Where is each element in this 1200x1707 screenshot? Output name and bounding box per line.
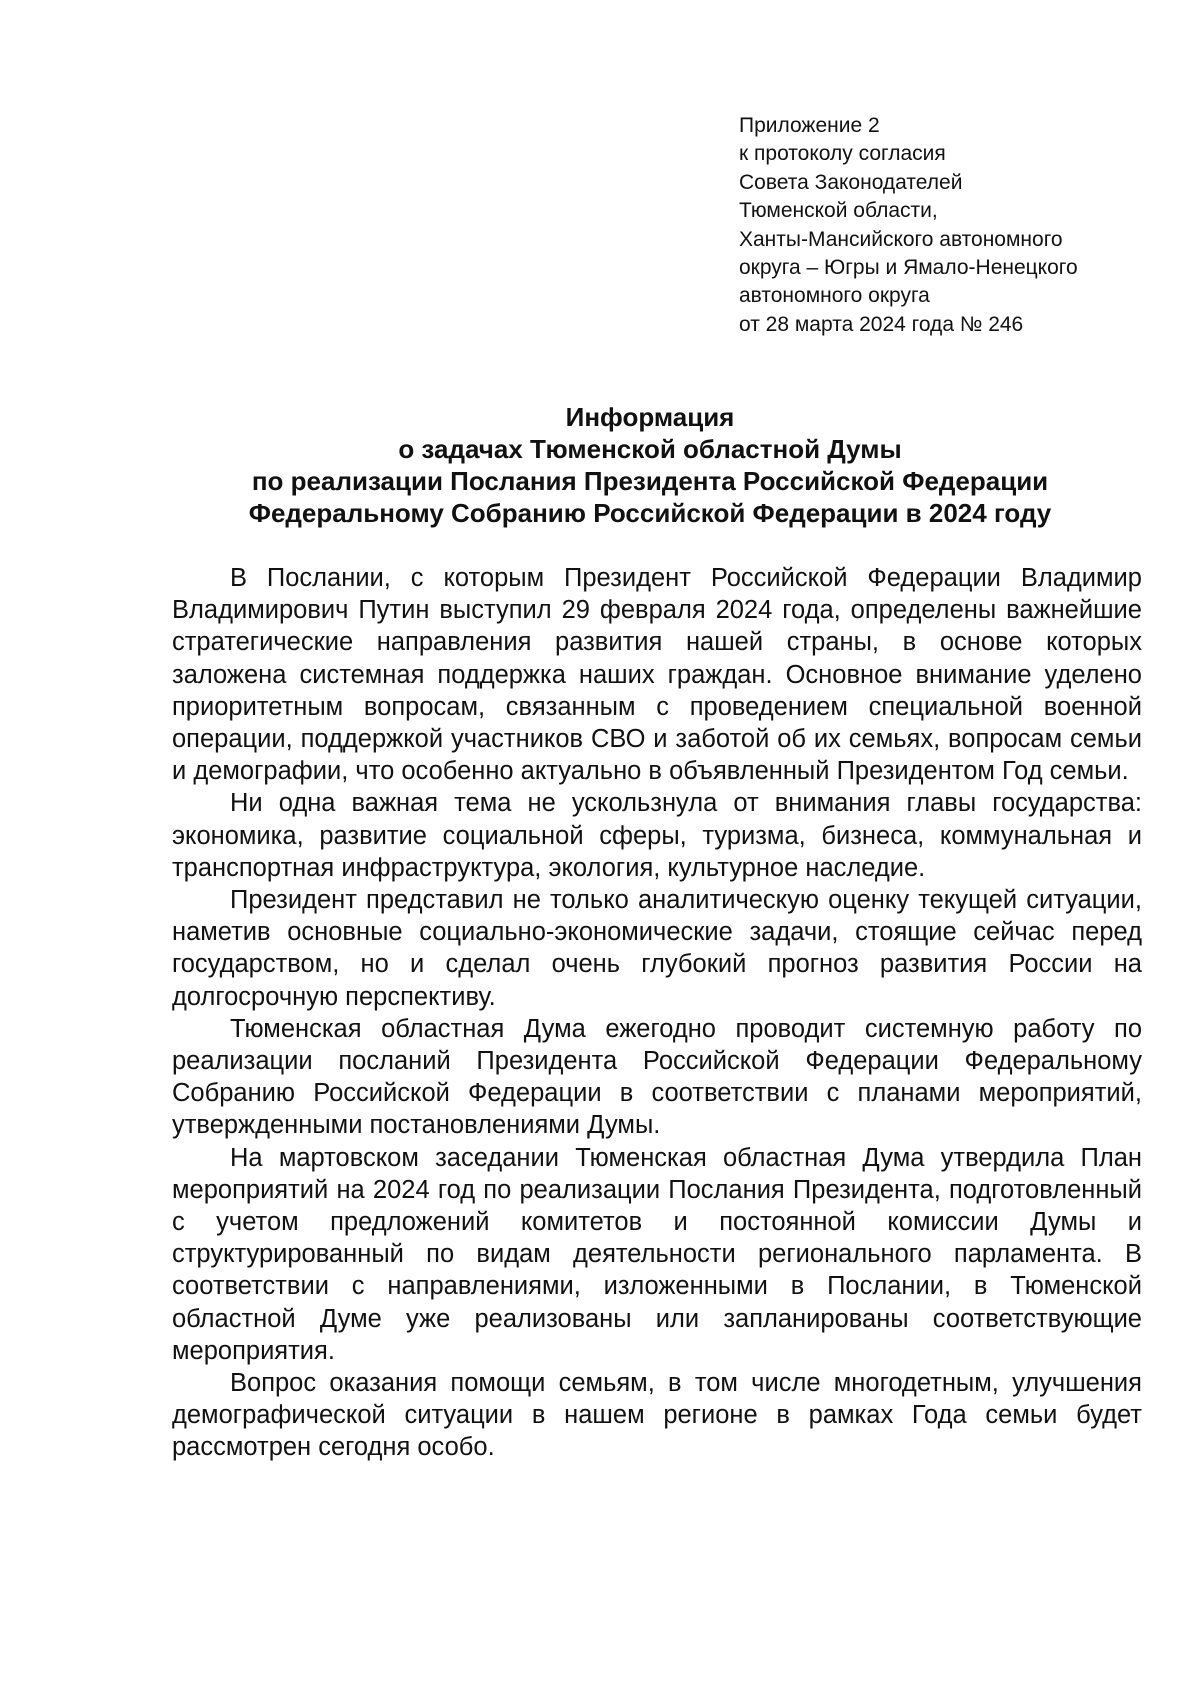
appendix-line: от 28 марта 2024 года № 246: [739, 312, 1024, 336]
title-line: Информация: [565, 402, 735, 432]
body-paragraph: В Послании, с которым Президент Российской Федерации Владимир Владимирович Путин выступил 29 февраля 2024 года, определены важнейшие стратегические направления развития нашей страны, в основе которых заложена системная поддержка наших граждан. Основное внимание уделено приоритетным вопросам, связанным с проведением специальной военной операции, поддержкой участников СВО и заботой об их семьях, вопросам семьи и демографии, что особенно актуально в объявленный Президентом Год семьи.: [172, 564, 1142, 786]
body-paragraph: Тюменская областная Дума ежегодно проводит системную работу по реализации посланий Президента Российской Федерации Федеральному Собранию Российской Федерации в соответствии с планами мероприятий, утвержденными постановлениями Думы.: [172, 1014, 1142, 1140]
appendix-line: Ханты-Мансийского автономного: [739, 227, 1063, 251]
body-paragraph: На мартовском заседании Тюменская областная Дума утвердила План мероприятий на 2024 год по реализации Послания Президента, подготовленный с учетом предложений комитетов и постоянной комиссии Думы и структурированный по видам деятельности регионального парламента. В соответствии с направлениями, изложенными в Послании, в Тюменской областной Думе уже реализованы или запланированы соответствующие мероприятия.: [172, 1143, 1142, 1365]
appendix-line: округа – Югры и Ямало-Ненецкого: [739, 256, 1078, 280]
title-line: Федеральному Собранию Российской Федерации в 2024 году: [248, 498, 1052, 528]
appendix-line: Приложение 2: [739, 114, 880, 137]
document-title: [150, 401, 1150, 529]
body-paragraph: Президент представил не только аналитическую оценку текущей ситуации, наметив основные социально-экономические задачи, стоящие сейчас перед государством, но и сделал очень глубокий прогноз развития России на долгосрочную перспективу.: [172, 886, 1142, 1011]
appendix-line: Тюменской области,: [739, 199, 938, 223]
body-paragraph: Ни одна важная тема не ускользнула от внимания главы государства: экономика, развитие социальной сферы, туризма, бизнеса, коммунальная и транспортная инфраструктура, экология, культурное наследие.: [172, 789, 1142, 882]
title-line: о задачах Тюменской областной Думы: [398, 434, 902, 464]
document-body: [172, 562, 1142, 1464]
appendix-line: к протоколу согласия: [739, 142, 946, 166]
appendix-line: автономного округа: [739, 284, 930, 308]
appendix-line: Совета Законодателей: [739, 170, 963, 194]
body-paragraph: Вопрос оказания помощи семьям, в том числе многодетным, улучшения демографической ситуации в нашем регионе в рамках Года семьи будет рассмотрен сегодня особо.: [172, 1369, 1142, 1462]
appendix-header: [739, 112, 1179, 339]
title-line: по реализации Послания Президента Российской Федерации: [251, 466, 1049, 496]
